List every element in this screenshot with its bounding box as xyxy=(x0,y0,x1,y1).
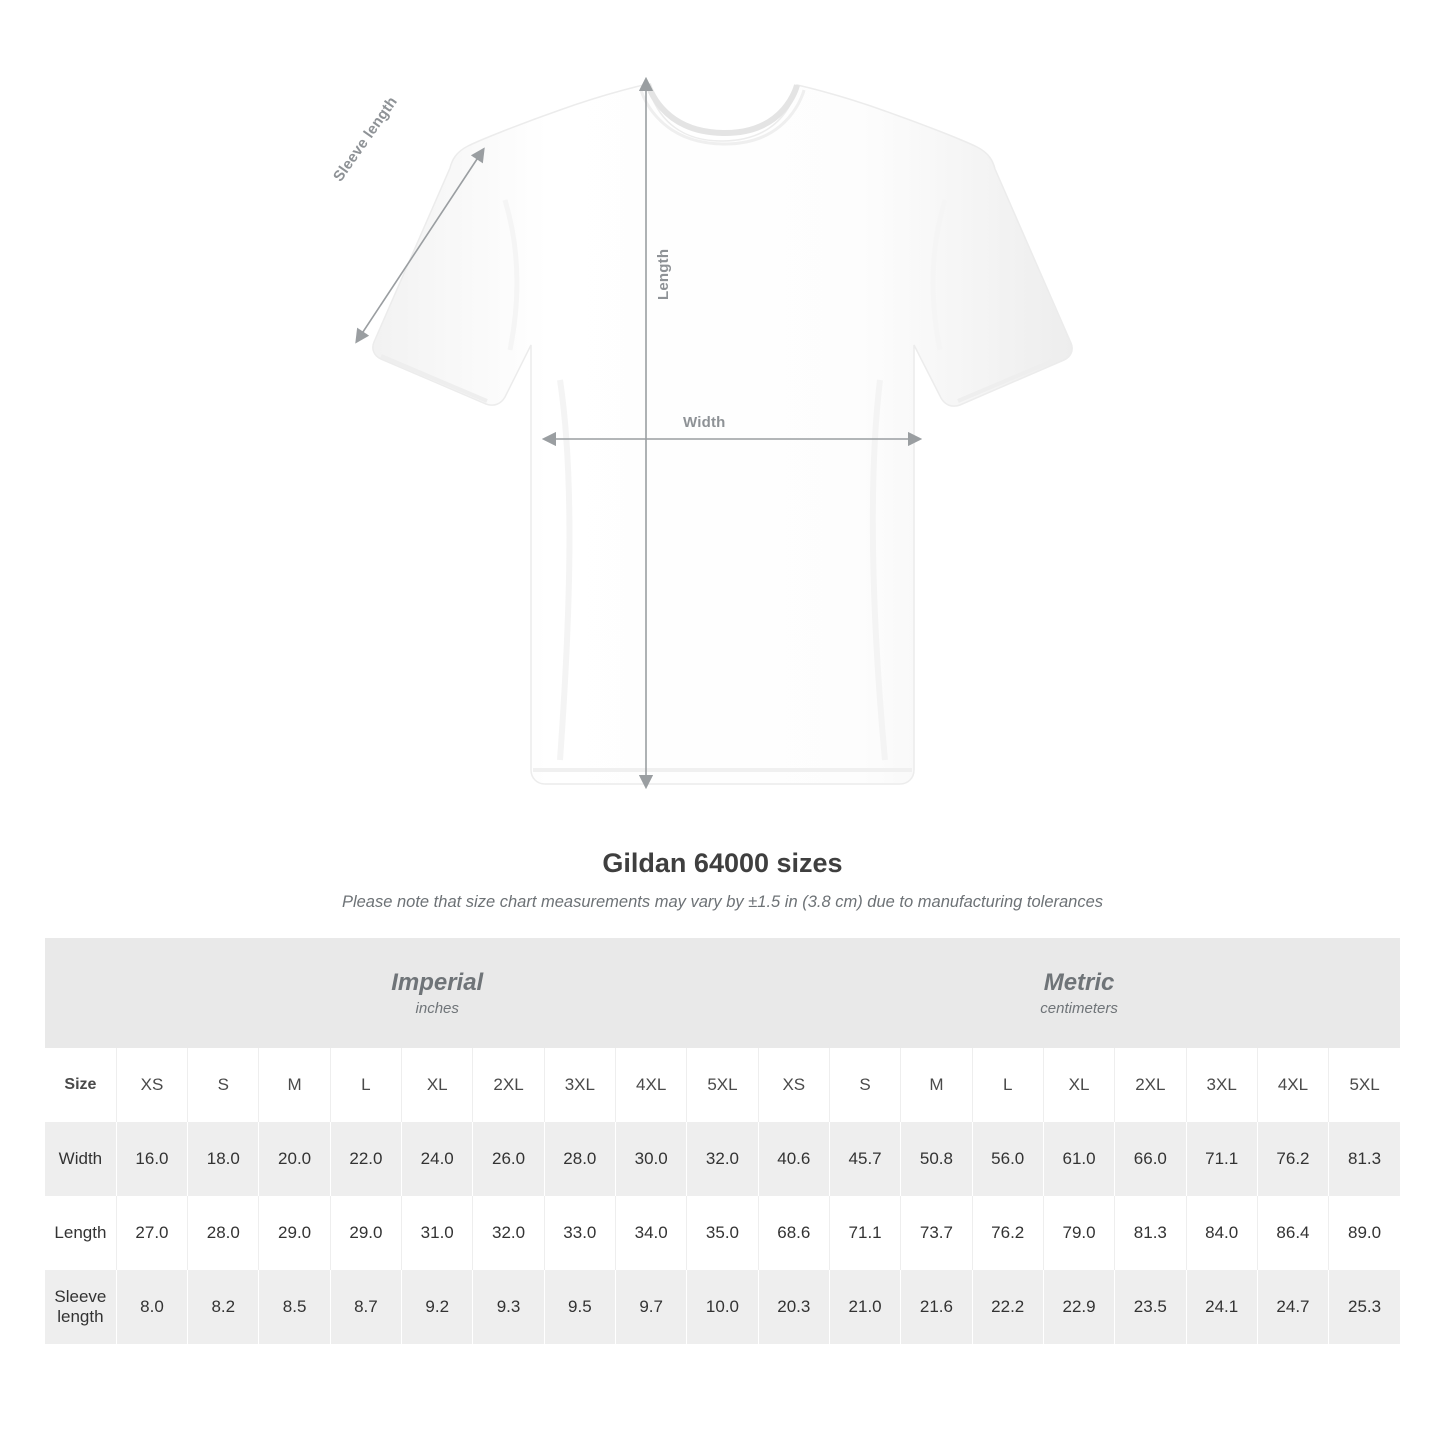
tshirt-shape xyxy=(373,84,1072,784)
size-header-metric-l: L xyxy=(972,1048,1043,1122)
row-label-length: Length xyxy=(45,1196,116,1270)
sleeve-length-label: Sleeve length xyxy=(330,93,401,185)
size-row-label: Size xyxy=(45,1048,116,1122)
size-header-imperial-xs: XS xyxy=(116,1048,187,1122)
size-header-metric-m: M xyxy=(901,1048,972,1122)
unit-metric-sub: centimeters xyxy=(1040,1000,1118,1018)
tolerance-note: Please note that size chart measurements may vary by ±1.5 in (3.8 cm) due to manufacturing tolerances xyxy=(341,893,1104,911)
cell-sleeve-imperial-3xl: 9.5 xyxy=(544,1270,615,1344)
size-header-row xyxy=(45,1048,1400,1122)
cell-length-imperial-5xl: 35.0 xyxy=(687,1196,758,1270)
cell-sleeve-metric-l: 22.2 xyxy=(972,1270,1043,1344)
cell-width-imperial-m: 20.0 xyxy=(259,1122,330,1196)
size-header-metric-xs: XS xyxy=(758,1048,829,1122)
cell-sleeve-imperial-xs: 8.0 xyxy=(116,1270,187,1344)
size-table xyxy=(45,938,1400,1344)
cell-length-metric-xl: 79.0 xyxy=(1043,1196,1114,1270)
cell-length-metric-5xl: 89.0 xyxy=(1329,1196,1400,1270)
unit-metric-name: Metric xyxy=(1043,968,1115,996)
cell-sleeve-metric-xl: 22.9 xyxy=(1043,1270,1114,1344)
table-row xyxy=(45,1122,1400,1196)
cell-width-metric-xl: 61.0 xyxy=(1043,1122,1114,1196)
cell-length-imperial-xl: 31.0 xyxy=(402,1196,473,1270)
unit-header-metric xyxy=(758,938,1400,1048)
cell-width-imperial-s: 18.0 xyxy=(188,1122,259,1196)
cell-sleeve-imperial-2xl: 9.3 xyxy=(473,1270,544,1344)
cell-width-metric-xs: 40.6 xyxy=(758,1122,829,1196)
page-title: Gildan 64000 sizes xyxy=(602,848,843,878)
size-header-imperial-s: S xyxy=(188,1048,259,1122)
cell-sleeve-imperial-s: 8.2 xyxy=(188,1270,259,1344)
cell-width-metric-m: 50.8 xyxy=(901,1122,972,1196)
cell-length-imperial-4xl: 34.0 xyxy=(616,1196,687,1270)
size-header-imperial-4xl: 4XL xyxy=(616,1048,687,1122)
cell-sleeve-metric-5xl: 25.3 xyxy=(1329,1270,1400,1344)
cell-length-metric-3xl: 84.0 xyxy=(1186,1196,1257,1270)
size-header-imperial-5xl: 5XL xyxy=(687,1048,758,1122)
cell-width-imperial-xs: 16.0 xyxy=(116,1122,187,1196)
cell-length-imperial-l: 29.0 xyxy=(330,1196,401,1270)
cell-sleeve-metric-s: 21.0 xyxy=(829,1270,900,1344)
cell-width-metric-l: 56.0 xyxy=(972,1122,1043,1196)
unit-header-row xyxy=(45,938,1400,1048)
cell-sleeve-imperial-5xl: 10.0 xyxy=(687,1270,758,1344)
cell-sleeve-imperial-xl: 9.2 xyxy=(402,1270,473,1344)
cell-width-imperial-5xl: 32.0 xyxy=(687,1122,758,1196)
size-header-imperial-l: L xyxy=(330,1048,401,1122)
size-header-imperial-m: M xyxy=(259,1048,330,1122)
cell-sleeve-metric-4xl: 24.7 xyxy=(1257,1270,1328,1344)
row-label-sleeve-length: Sleeve length xyxy=(45,1270,116,1344)
cell-width-imperial-4xl: 30.0 xyxy=(616,1122,687,1196)
cell-length-metric-xs: 68.6 xyxy=(758,1196,829,1270)
size-header-metric-3xl: 3XL xyxy=(1186,1048,1257,1122)
cell-width-metric-s: 45.7 xyxy=(829,1122,900,1196)
table-row xyxy=(45,1196,1400,1270)
unit-imperial-sub: inches xyxy=(415,1000,459,1018)
table-row xyxy=(45,1270,1400,1344)
size-header-metric-5xl: 5XL xyxy=(1329,1048,1400,1122)
cell-length-imperial-s: 28.0 xyxy=(188,1196,259,1270)
cell-length-imperial-3xl: 33.0 xyxy=(544,1196,615,1270)
cell-width-imperial-xl: 24.0 xyxy=(402,1122,473,1196)
cell-width-imperial-l: 22.0 xyxy=(330,1122,401,1196)
cell-length-metric-m: 73.7 xyxy=(901,1196,972,1270)
cell-length-imperial-2xl: 32.0 xyxy=(473,1196,544,1270)
cell-width-metric-2xl: 66.0 xyxy=(1115,1122,1186,1196)
size-header-metric-s: S xyxy=(829,1048,900,1122)
size-table-wrapper xyxy=(45,938,1400,1344)
unit-header-imperial xyxy=(116,938,758,1048)
cell-length-metric-l: 76.2 xyxy=(972,1196,1043,1270)
cell-width-metric-5xl: 81.3 xyxy=(1329,1122,1400,1196)
cell-length-imperial-m: 29.0 xyxy=(259,1196,330,1270)
row-label-width: Width xyxy=(45,1122,116,1196)
size-header-imperial-2xl: 2XL xyxy=(473,1048,544,1122)
width-label: Width xyxy=(683,414,726,431)
cell-width-imperial-2xl: 26.0 xyxy=(473,1122,544,1196)
cell-length-metric-s: 71.1 xyxy=(829,1196,900,1270)
cell-length-metric-4xl: 86.4 xyxy=(1257,1196,1328,1270)
cell-length-imperial-xs: 27.0 xyxy=(116,1196,187,1270)
cell-sleeve-metric-xs: 20.3 xyxy=(758,1270,829,1344)
size-header-imperial-3xl: 3XL xyxy=(544,1048,615,1122)
cell-sleeve-imperial-m: 8.5 xyxy=(259,1270,330,1344)
cell-length-metric-2xl: 81.3 xyxy=(1115,1196,1186,1270)
size-header-metric-xl: XL xyxy=(1043,1048,1114,1122)
cell-sleeve-metric-3xl: 24.1 xyxy=(1186,1270,1257,1344)
unit-imperial-name: Imperial xyxy=(391,968,484,996)
cell-sleeve-metric-2xl: 23.5 xyxy=(1115,1270,1186,1344)
cell-sleeve-imperial-l: 8.7 xyxy=(330,1270,401,1344)
cell-width-metric-4xl: 76.2 xyxy=(1257,1122,1328,1196)
cell-width-metric-3xl: 71.1 xyxy=(1186,1122,1257,1196)
cell-sleeve-metric-m: 21.6 xyxy=(901,1270,972,1344)
title-block xyxy=(0,848,1445,912)
size-header-metric-2xl: 2XL xyxy=(1115,1048,1186,1122)
size-header-imperial-xl: XL xyxy=(402,1048,473,1122)
cell-sleeve-imperial-4xl: 9.7 xyxy=(616,1270,687,1344)
length-label: Length xyxy=(655,248,672,300)
unit-header-spacer xyxy=(45,938,116,1048)
cell-width-imperial-3xl: 28.0 xyxy=(544,1122,615,1196)
size-header-metric-4xl: 4XL xyxy=(1257,1048,1328,1122)
